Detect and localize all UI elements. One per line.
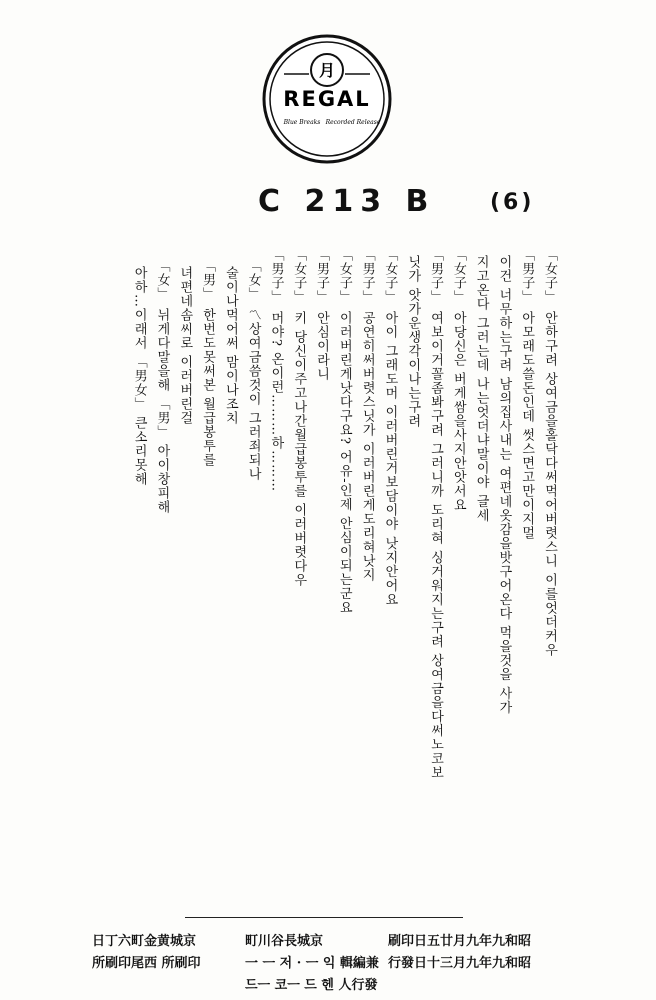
- song-line: [195, 248, 218, 898]
- label-subtitle-right: Recorded Release: [325, 119, 381, 126]
- lyric-text: 닛가 앗가운생각이나는구려: [405, 255, 421, 429]
- imprint-line: 刷印日五廿月九年九和昭: [388, 934, 532, 949]
- page-number: (6): [490, 190, 535, 215]
- imprint-line: 드ㅡ 코ㅡ 드 헨 人行發: [245, 978, 378, 993]
- lyric-text: 한번도못써본 월급봉투를: [200, 308, 216, 468]
- lyric-text: 공연히써버렷스닛가 이러버린게도리혀낫지: [359, 311, 375, 583]
- lyric-text: 이러버린게낫다구요? 어유-인제 안심이되는군요: [336, 311, 352, 615]
- lyric-line: [332, 248, 355, 898]
- lyric-text: 녀편네솜씨로 이러버린걸: [177, 266, 193, 426]
- label-subtitle-left: Blue Breaks: [283, 119, 321, 126]
- song-line: [150, 248, 173, 898]
- song-line: [218, 248, 241, 898]
- regal-record-label-logo: [262, 34, 392, 164]
- indent: [229, 248, 230, 259]
- lyric-text: 아모래도쓸돈인데 썻스면고만이지멀: [519, 311, 535, 541]
- speaker-tag: 「男子」: [519, 248, 535, 304]
- indent: [138, 248, 139, 259]
- lyric-text: 〽상여금씀것이 그러죄되나: [245, 308, 261, 482]
- lyric-line: [537, 248, 560, 898]
- lyric-line: [492, 248, 515, 898]
- lyric-text: 지고온다 그러는데 나는엇더냐말이야 글세: [473, 255, 489, 523]
- indent: [161, 248, 162, 259]
- lyric-text: 아이 그래도머 이러버린거보담이야 낫지안어요: [382, 311, 398, 607]
- speaker-tag: 「男子」: [314, 248, 330, 304]
- imprint-line: 所刷印尾西 所刷印: [92, 956, 201, 971]
- lyric-line: [423, 248, 446, 898]
- indent: [184, 248, 185, 259]
- speaker-tag: 「男子」: [428, 248, 444, 304]
- speaker-tag: 「女子」: [450, 248, 466, 304]
- imprint-line: 一 ㅡ 저 · ㅡ 익 輯編兼: [245, 956, 379, 971]
- imprint-line: 町川谷長城京: [245, 934, 324, 949]
- lyric-text: 아당신은 버게쌈을사지안앗서요: [450, 311, 466, 513]
- speaker-tag: 「女子」: [382, 248, 398, 304]
- song-line: [127, 248, 150, 898]
- lyric-line: [446, 248, 469, 898]
- indent: [252, 248, 253, 259]
- speaker-tag: 「女子」: [542, 248, 557, 304]
- imprint-line: 日丁六町金黄城京: [92, 934, 197, 949]
- speaker-tag: 「男子」: [359, 248, 375, 304]
- lyric-line: [355, 248, 378, 898]
- speaker-tag: 「女子」: [336, 248, 352, 304]
- imprint-publisher: [245, 931, 379, 997]
- speaker-tag: 「女子」: [291, 248, 307, 304]
- song-line: [241, 248, 264, 898]
- lyric-text: 뉘게다말을해 「男」 아이창피해: [154, 308, 170, 515]
- lyric-text: 안심이라니: [314, 311, 330, 381]
- speaker-tag: 「女」: [245, 259, 261, 301]
- lyrics-text: [60, 248, 560, 898]
- lyric-text: 키 당신이주고나간월급봉투를 이러버렷다우: [291, 311, 307, 588]
- lyric-text: 안하구려 상여금을홀닥다써먹어버렷스니 이를엇더커우: [542, 311, 557, 658]
- imprint-line: 行發日十三月九年九和昭: [388, 956, 532, 971]
- speaker-tag: 「男子」: [268, 248, 284, 304]
- speaker-tag: 「女」: [154, 259, 170, 301]
- lyric-text: 아하…이래서 「男女」 큰소리못해: [131, 266, 147, 487]
- lyric-line: [286, 248, 309, 898]
- lyric-line: [378, 248, 401, 898]
- imprint-printing-office: [92, 931, 201, 975]
- footer-divider: [185, 917, 463, 918]
- svg-text:月: 月: [318, 61, 336, 80]
- lyric-line: [514, 248, 537, 898]
- imprint-dates: [388, 931, 531, 975]
- lyric-text: 술이나먹어써 맘이나조치: [222, 266, 238, 426]
- lyric-line: [469, 248, 492, 898]
- lyric-line: [309, 248, 332, 898]
- catalog-number: C 213 B: [258, 184, 436, 219]
- song-line: [172, 248, 195, 898]
- lyric-text: 이건 너무하는구려 남의집사내는 여편네옷감을밧구어온다 먹을것을 사가: [496, 255, 512, 715]
- indent: [207, 248, 208, 259]
- lyric-text: 여보이거꼴좀봐구려 그러니까 도리혀 싱거워지는구려 상여금을다써노코보: [428, 311, 444, 780]
- lyric-line: [264, 248, 287, 898]
- speaker-tag: 「男」: [200, 259, 216, 301]
- brand-name: REGAL: [283, 87, 371, 111]
- lyric-line: [400, 248, 423, 898]
- lyric-text: 머야? 온이런………하………: [268, 311, 284, 493]
